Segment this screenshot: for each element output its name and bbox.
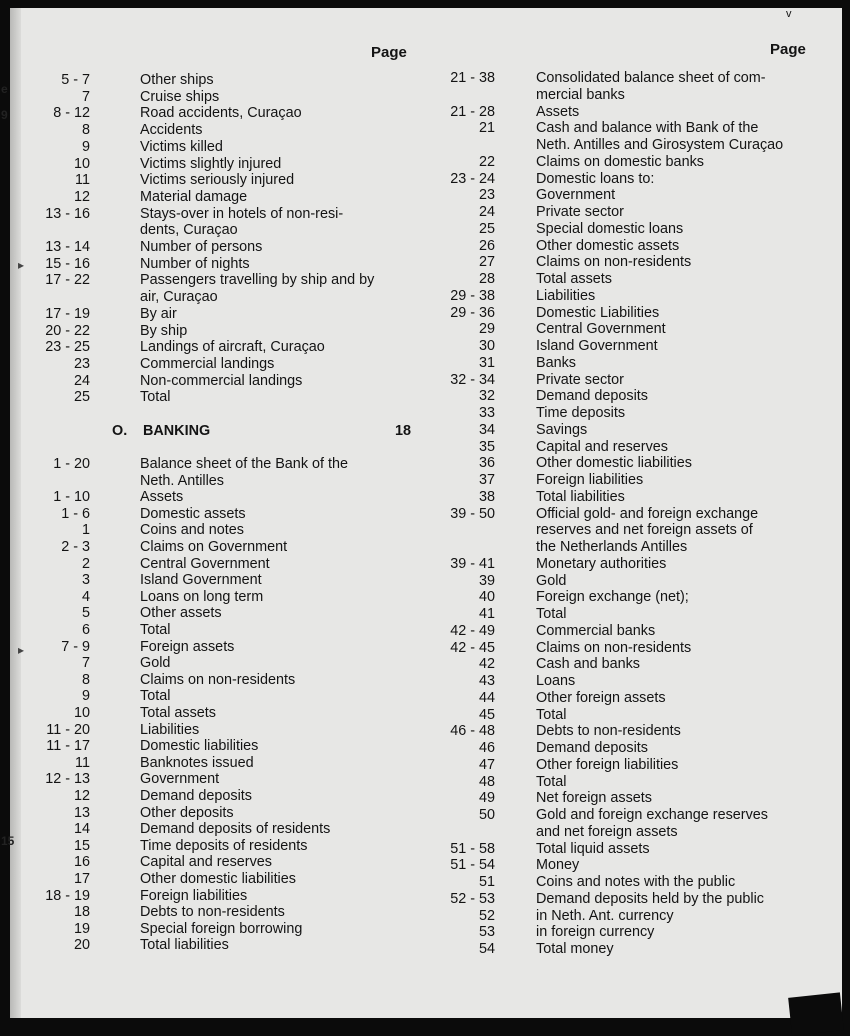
entry-page-range: 7 xyxy=(81,655,90,672)
entry-title: Claims on non-residents xyxy=(140,671,296,688)
entry-page-range: 32 - 34 xyxy=(450,371,495,388)
entry-page-range: 18 - 19 xyxy=(45,887,90,904)
entry-title: Commercial landings xyxy=(140,355,275,372)
entry-page-range: 33 xyxy=(478,405,495,421)
entry-title: Foreign exchange (net); xyxy=(536,589,689,606)
entry-page-range: 12 xyxy=(73,788,90,804)
entry-title: Cash and banks xyxy=(536,656,641,673)
entry-page-range: 26 xyxy=(478,237,495,254)
entry-title: Liabilities xyxy=(536,287,596,304)
entry-title: Non-commercial landings xyxy=(140,372,303,389)
entry-title: Foreign liabilities xyxy=(140,887,248,904)
entry-page-range: 29 - 36 xyxy=(450,304,495,321)
entry-title: Time deposits of residents xyxy=(140,837,308,854)
entry-page-range: 17 - 19 xyxy=(45,305,90,322)
entry-page-range: 40 xyxy=(478,589,495,606)
entry-title: Total xyxy=(140,389,171,406)
entry-title: Stays-over in hotels of non-resi- xyxy=(140,205,344,222)
entry-page-range: 7 - 9 xyxy=(61,638,90,655)
entry-title: Domestic loans to: xyxy=(536,170,655,187)
entry-page-range: 50 xyxy=(478,807,495,823)
entry-title: Number of nights xyxy=(140,255,250,272)
entry-page-range: 11 - 20 xyxy=(46,721,90,738)
entry-title: Other domestic assets xyxy=(536,237,680,254)
entry-title: Domestic assets xyxy=(140,505,246,522)
entry-page-range: 44 xyxy=(478,689,495,706)
entry-page-range: 23 - 24 xyxy=(450,170,495,187)
binding-mark: ▸ xyxy=(18,258,25,272)
entry-title: Official gold- and foreign exchange xyxy=(536,505,759,522)
entry-page-range: 8 - 12 xyxy=(53,105,90,122)
entry-page-range: 8 xyxy=(81,671,90,688)
entry-page-range: 13 xyxy=(73,804,90,821)
entry-page-range: 22 xyxy=(478,153,495,170)
entry-page-range: 48 xyxy=(478,773,495,790)
entry-page-range: 35 xyxy=(478,438,495,455)
entry-title: Other assets xyxy=(140,605,222,622)
entry-page-range: 1 - 10 xyxy=(53,489,90,506)
entry-page-range: 27 xyxy=(478,254,495,271)
entry-title: Total assets xyxy=(140,705,216,721)
entry-page-range: 17 - 22 xyxy=(45,272,90,289)
entry-title: Claims on non-residents xyxy=(536,639,692,656)
entry-title: Money xyxy=(536,857,580,874)
entry-page-range: 46 xyxy=(478,740,495,756)
entry-page-range: 39 - 50 xyxy=(450,505,495,522)
entry-title: Total xyxy=(140,688,171,705)
entry-page-range: 23 - 25 xyxy=(45,339,90,356)
entry-page-range: 52 - 53 xyxy=(450,890,495,907)
entry-page-range: 18 xyxy=(73,904,90,921)
entry-page-range: 11 xyxy=(75,172,90,189)
entry-page-range: 41 xyxy=(478,606,495,622)
entry-title: Claims on domestic banks xyxy=(536,153,704,170)
entry-page-range: 21 xyxy=(478,120,495,137)
entry-page-range: 2 xyxy=(81,555,90,572)
entry-title: Loans xyxy=(536,673,576,689)
entry-title: Neth. Antilles and Girosystem Curaçao xyxy=(536,137,784,153)
entry-page-range: 8 xyxy=(81,122,90,139)
entry-title: Demand deposits xyxy=(140,788,252,804)
entry-title: Total liabilities xyxy=(140,937,229,954)
entry-title: Debts to non-residents xyxy=(536,723,681,740)
entry-title: in foreign currency xyxy=(536,924,655,941)
entry-title: Savings xyxy=(536,421,588,438)
entry-page-range: 5 - 7 xyxy=(61,72,90,88)
entry-title: Monetary authorities xyxy=(536,555,667,572)
entry-page-range: 1 - 6 xyxy=(61,505,90,522)
entry-page-range: 42 xyxy=(478,656,495,673)
entry-title: reserves and net foreign assets of xyxy=(536,522,753,539)
entry-page-range: 51 xyxy=(478,874,495,890)
entry-title: Foreign liabilities xyxy=(536,472,644,488)
entry-title: Assets xyxy=(536,103,580,120)
entry-title: Capital and reserves xyxy=(140,854,272,871)
entry-title: Gold xyxy=(140,655,171,672)
entry-page-range: 12 xyxy=(73,188,90,205)
entry-page-range: 28 xyxy=(478,271,495,287)
entry-page-range: 30 xyxy=(478,338,495,354)
entry-title: and net foreign assets xyxy=(536,823,678,840)
entry-page-range: 29 xyxy=(478,321,495,338)
entry-title: Other domestic liabilities xyxy=(140,871,296,887)
entry-title: Total money xyxy=(536,941,614,957)
entry-title: Material damage xyxy=(140,188,248,205)
entry-title: Gold xyxy=(536,572,567,589)
entry-page-range: 21 - 38 xyxy=(450,70,495,86)
entry-page-range: 53 xyxy=(478,924,495,941)
entry-page-range: 32 xyxy=(478,388,495,405)
entry-title: Victims slightly injured xyxy=(140,155,282,172)
section-title: BANKING xyxy=(143,423,211,439)
entry-title: Total liquid assets xyxy=(536,840,650,857)
entry-title: Balance sheet of the Bank of the xyxy=(140,456,349,472)
entry-page-range: 39 - 41 xyxy=(450,555,495,572)
entry-page-range: 34 xyxy=(478,421,495,438)
entry-title: Net foreign assets xyxy=(536,790,652,807)
entry-title: Cash and balance with Bank of the xyxy=(536,120,759,137)
entry-title: Banks xyxy=(536,354,576,371)
entry-title: Demand deposits of residents xyxy=(140,821,331,838)
entry-title: Demand deposits held by the public xyxy=(536,890,764,907)
entry-page-range: 2 - 3 xyxy=(61,539,90,555)
entry-title: Loans on long term xyxy=(140,588,264,605)
entry-page-range: 43 xyxy=(478,673,495,689)
page-header-left: Page xyxy=(371,44,407,61)
entry-title: Total xyxy=(536,773,567,790)
entry-title: Demand deposits xyxy=(536,740,648,756)
entry-title: Other foreign liabilities xyxy=(536,756,679,773)
entry-title: in Neth. Ant. currency xyxy=(536,907,674,924)
entry-title: Coins and notes with the public xyxy=(536,874,736,890)
roman-page-number: v xyxy=(786,8,792,20)
entry-title: Private sector xyxy=(536,371,624,388)
entry-title: Total xyxy=(140,622,171,638)
entry-page-range: 1 xyxy=(81,522,90,539)
entry-title: Coins and notes xyxy=(140,522,245,539)
entry-page-range: 11 xyxy=(75,754,90,771)
entry-page-range: 38 xyxy=(478,488,495,505)
entry-page-range: 20 xyxy=(73,937,90,954)
page-header-right: Page xyxy=(770,41,806,58)
entry-page-range: 29 - 38 xyxy=(450,287,495,304)
entry-title: Other domestic liabilities xyxy=(536,455,692,472)
entry-title: Victims seriously injured xyxy=(140,172,295,189)
entry-title: Passengers travelling by ship and by xyxy=(140,272,375,289)
entry-page-range: 54 xyxy=(478,941,495,957)
entry-title: Central Government xyxy=(536,321,666,338)
entry-page-range: 24 xyxy=(478,204,495,220)
entry-page-range: 4 xyxy=(81,588,90,605)
entry-title: Time deposits xyxy=(536,405,626,421)
entry-title: Claims on Government xyxy=(140,539,288,555)
entry-page-range: 37 xyxy=(478,472,495,488)
entry-page-range: 10 xyxy=(73,705,90,721)
entry-title: Other ships xyxy=(140,72,214,88)
entry-page-range: 7 xyxy=(81,88,90,105)
entry-page-range: 21 - 28 xyxy=(450,103,495,120)
entry-page-range: 24 xyxy=(73,372,90,389)
entry-title: Foreign assets xyxy=(140,638,235,655)
entry-title: Cruise ships xyxy=(140,88,220,105)
entry-page-range: 6 xyxy=(81,622,90,638)
entry-title: By air xyxy=(140,305,177,322)
entry-page-range: 3 xyxy=(81,572,90,589)
entry-title: Other foreign assets xyxy=(536,689,666,706)
entry-page-range: 16 xyxy=(73,854,90,871)
entry-title: Total xyxy=(536,606,567,622)
entry-page-range: 9 xyxy=(81,138,90,155)
entry-page-range: 15 - 16 xyxy=(45,255,90,272)
entry-title: Total assets xyxy=(536,271,612,287)
entry-page-range: 47 xyxy=(478,756,495,773)
entry-page-range: 36 xyxy=(478,455,495,472)
entry-page-range: 5 xyxy=(81,605,90,622)
entry-title: Demand deposits xyxy=(536,388,648,405)
entry-page-range: 23 xyxy=(73,355,90,372)
entry-page-range: 17 xyxy=(73,871,90,887)
entry-title: Gold and foreign exchange reserves xyxy=(536,807,768,823)
entry-title: Claims on non-residents xyxy=(536,254,692,271)
entry-title: Government xyxy=(140,771,220,788)
entry-title: Domestic liabilities xyxy=(140,738,259,755)
entry-page-range: 25 xyxy=(73,389,90,406)
entry-title: Liabilities xyxy=(140,721,200,738)
section-letter: O. xyxy=(112,423,128,439)
entry-title: Neth. Antilles xyxy=(140,472,224,489)
entry-title: Victims killed xyxy=(140,138,223,155)
binding-mark: ▸ xyxy=(18,643,25,657)
entry-title: Private sector xyxy=(536,204,624,220)
entry-title: Island Government xyxy=(536,338,658,354)
entry-title: Total xyxy=(536,706,567,723)
entry-title: Total liabilities xyxy=(536,488,625,505)
entry-title: Government xyxy=(536,187,616,204)
entry-page-range: 51 - 58 xyxy=(450,840,495,857)
entry-page-range: 10 xyxy=(73,155,90,172)
entry-page-range: 15 xyxy=(73,837,90,854)
entry-page-range: 20 - 22 xyxy=(45,322,90,339)
entry-title: Debts to non-residents xyxy=(140,904,285,921)
entry-title: Island Government xyxy=(140,572,262,589)
entry-title: Banknotes issued xyxy=(140,754,254,771)
entry-page-range: 13 - 16 xyxy=(45,205,90,222)
entry-page-range: 9 xyxy=(81,688,90,705)
entry-page-range: 39 xyxy=(478,572,495,589)
entry-page-range: 45 xyxy=(478,706,495,723)
entry-title: Number of persons xyxy=(140,239,263,255)
entry-page-range: 14 xyxy=(73,821,90,838)
entry-title: Domestic Liabilities xyxy=(536,304,660,321)
entry-title: Special domestic loans xyxy=(536,220,684,237)
entry-page-range: 1 - 20 xyxy=(53,456,90,472)
entry-title: dents, Curaçao xyxy=(140,222,238,239)
entry-title: air, Curaçao xyxy=(140,289,218,306)
entry-title: Accidents xyxy=(140,122,203,139)
entry-title: Assets xyxy=(140,489,184,506)
entry-page-range: 19 xyxy=(73,920,90,937)
entry-title: Consolidated balance sheet of com- xyxy=(536,70,766,86)
entry-page-range: 11 - 17 xyxy=(46,738,90,755)
margin-mark: 9 xyxy=(1,108,8,122)
entry-page-range: 31 xyxy=(478,354,495,371)
entry-title: Road accidents, Curaçao xyxy=(140,105,302,122)
entry-page-range: 52 xyxy=(478,907,495,924)
entry-page-range: 42 - 49 xyxy=(450,622,495,639)
entry-page-range: 51 - 54 xyxy=(450,857,495,874)
entry-page-range: 12 - 13 xyxy=(45,771,90,788)
entry-title: mercial banks xyxy=(536,86,625,103)
margin-mark: 15 xyxy=(1,834,15,848)
entry-page-range: 46 - 48 xyxy=(450,723,495,740)
entry-title: By ship xyxy=(140,322,188,339)
entry-title: Capital and reserves xyxy=(536,438,668,455)
entry-title: Special foreign borrowing xyxy=(140,920,303,937)
entry-page-range: 42 - 45 xyxy=(450,639,495,656)
margin-mark: e xyxy=(1,82,8,96)
entry-title: the Netherlands Antilles xyxy=(536,539,688,555)
entry-page-range: 13 - 14 xyxy=(45,239,90,255)
page-corner xyxy=(788,992,844,1035)
entry-title: Commercial banks xyxy=(536,622,656,639)
section-page: 18 xyxy=(395,423,412,439)
entry-title: Central Government xyxy=(140,555,270,572)
entry-page-range: 25 xyxy=(478,220,495,237)
entry-title: Landings of aircraft, Curaçao xyxy=(140,339,325,356)
entry-page-range: 49 xyxy=(478,790,495,807)
entry-page-range: 23 xyxy=(478,187,495,204)
entry-title: Other deposits xyxy=(140,804,234,821)
